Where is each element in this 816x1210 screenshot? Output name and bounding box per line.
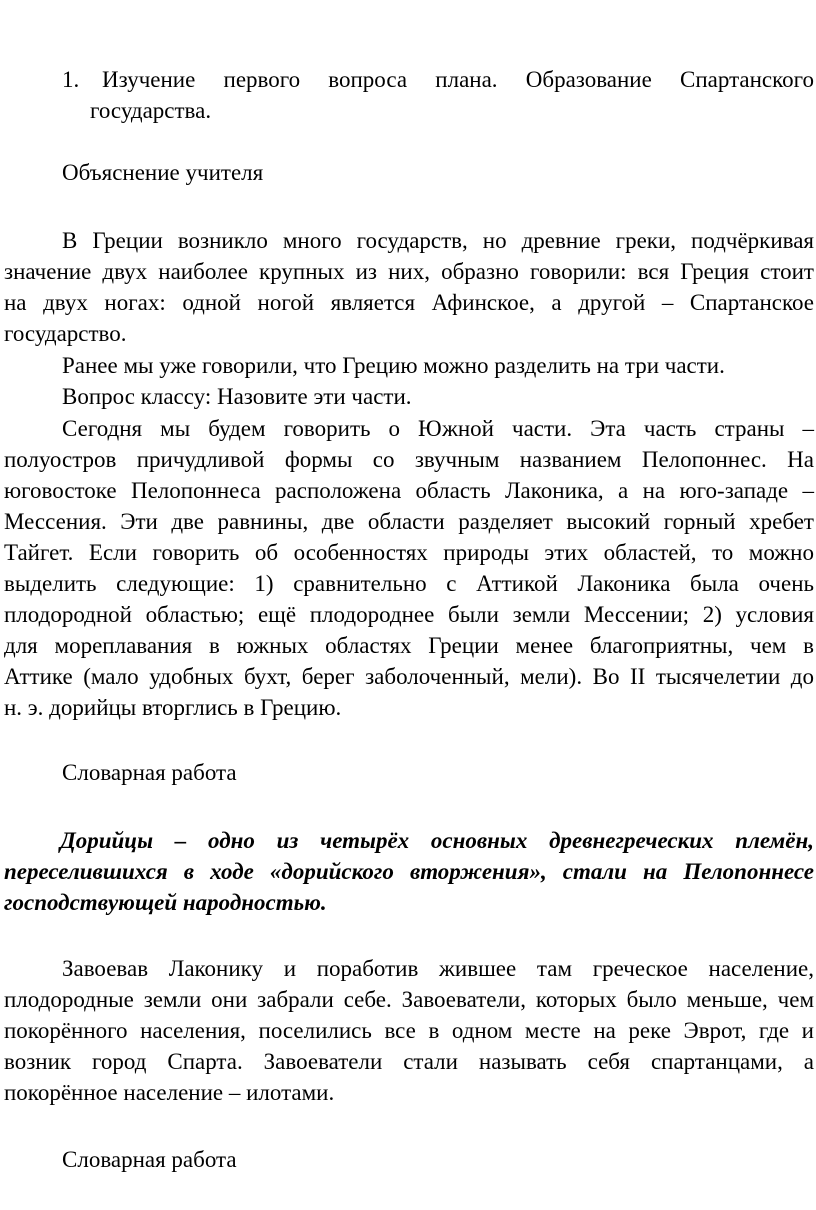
paragraph-line: возник город Спарта. Завоеватели стали называть себя спартанцами, а (4, 1049, 814, 1074)
paragraph (4, 953, 814, 1108)
heading-line: Изучение первого вопроса плана. Образование Спартанского (102, 67, 814, 92)
paragraph-line: Аттике (мало удобных бухт, берег заболоченный, мели). Во II тысячелетии до (4, 664, 814, 689)
section-label-vocabulary: Словарная работа (62, 1147, 237, 1172)
paragraph-line: плодородной областью; ещё плодороднее были земли Мессении; 2) условия (4, 602, 814, 627)
definition-line: Дорийцы – одно из четырёх основных древнегреческих племён, (60, 828, 814, 853)
heading-line: государства. (90, 98, 212, 123)
paragraph-line: плодородные земли они забрали себе. Завоеватели, которых было меньше, чем (4, 987, 814, 1012)
definition-line: господствующей народностью. (4, 890, 327, 915)
paragraph-line: н. э. дорийцы вторглись в Грецию. (4, 695, 342, 720)
paragraph-line: полуостров причудливой формы со звучным названием Пелопоннес. На (4, 447, 814, 472)
paragraph: Ранее мы уже говорили, что Грецию можно разделить на три части. (62, 353, 725, 378)
paragraph (4, 413, 814, 723)
definition-line: переселившихся в ходе «дорийского вторжения», стали на Пелопоннесе (4, 859, 814, 884)
class-question: Вопрос классу: Назовите эти части. (62, 384, 412, 409)
paragraph-line: юговостоке Пелопоннеса расположена область Лаконика, а на юго-западе – (4, 478, 814, 503)
paragraph-line: для мореплавания в южных областях Греции менее благоприятны, чем в (4, 633, 814, 658)
list-number: 1. (62, 67, 80, 92)
paragraph-line: покорённого населения, поселились все в одном месте на реке Эврот, где и (4, 1018, 814, 1043)
paragraph-line: значение двух наиболее крупных из них, образно говорили: вся Греция стоит (4, 259, 814, 284)
paragraph-line: Мессения. Эти две равнины, две области разделяет высокий горный хребет (4, 509, 814, 534)
paragraph-line: покорённое население – илотами. (4, 1080, 335, 1105)
paragraph-line: В Греции возникло много государств, но древние греки, подчёркивая (62, 228, 814, 253)
paragraph-line: Тайгет. Если говорить об особенностях природы этих областей, то можно (4, 540, 814, 565)
paragraph (4, 225, 814, 349)
definition-dorians (4, 825, 814, 918)
section-label-teacher: Объяснение учителя (62, 160, 264, 185)
paragraph-line: на двух ногах: одной ногой является Афинское, а другой – Спартанское (4, 290, 814, 315)
section-label-vocabulary: Словарная работа (62, 760, 237, 785)
plan-item-heading (62, 64, 814, 126)
paragraph-line: Сегодня мы будем говорить о Южной части. Эта часть страны – (62, 416, 814, 441)
paragraph-line: государство. (4, 321, 127, 346)
paragraph-line: выделить следующие: 1) сравнительно с Аттикой Лаконика была очень (4, 571, 814, 596)
paragraph-line: Завоевав Лаконику и поработив жившее там греческое население, (62, 956, 814, 981)
